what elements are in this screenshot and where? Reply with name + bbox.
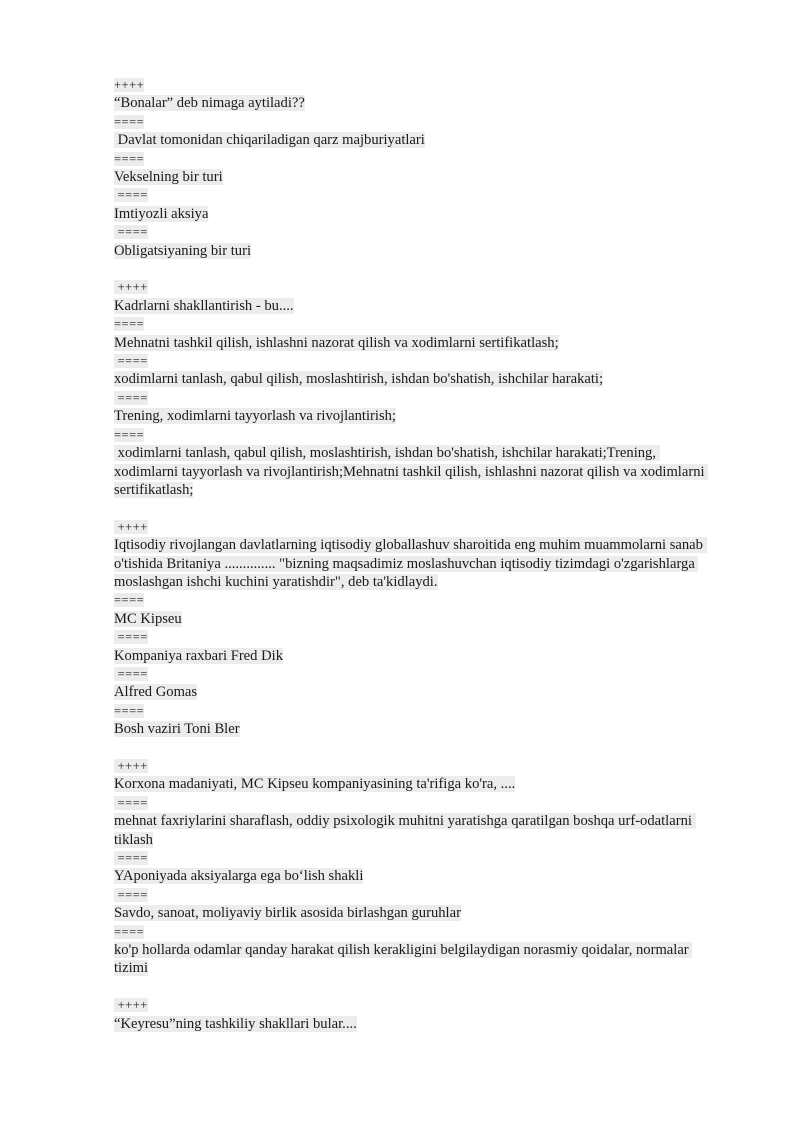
question-marker: ++++ [114, 280, 148, 295]
question-text: “Keyresu”ning tashkiliy shakllari bular.... [114, 1015, 357, 1032]
question-marker: ++++ [114, 519, 148, 534]
option-separator: ==== [114, 924, 145, 939]
answer-option: xodimlarni tanlash, qabul qilish, moslashtirish, ishdan bo'shatish, ishchilar harakati; [114, 371, 604, 388]
answer-option: Mehnatni tashkil qilish, ishlashni nazorat qilish va xodimlarni sertifikatlash; [114, 334, 559, 351]
option-separator: ==== [114, 851, 148, 866]
question-marker: ++++ [114, 758, 148, 773]
question-block [114, 518, 714, 739]
answer-option: Kompaniya raxbari Fred Dik [114, 647, 283, 664]
question-block [114, 278, 714, 499]
option-separator: ==== [114, 666, 148, 681]
question-text: Korxona madaniyati, MC Kipseu kompaniyasining ta'rifiga ko'ra, .... [114, 776, 516, 793]
option-separator: ==== [114, 225, 148, 240]
option-separator: ==== [114, 151, 145, 166]
option-separator: ==== [114, 114, 145, 129]
question-marker: ++++ [114, 998, 148, 1013]
question-block [114, 996, 714, 1033]
question-text: Iqtisodiy rivojlangan davlatlarning iqtisodiy globallashuv sharoitida eng muhim muammolarni sanab o'tishida Britaniya .............. "bizning maqsadimiz moslashuvchan iqtisodiy tizimdagi o'zgarishlarga moslashgan ishchi kuchini yaratishdir", deb ta'kidlaydi. [114, 537, 707, 590]
option-separator: ==== [114, 887, 148, 902]
option-separator: ==== [114, 703, 145, 718]
question-text: “Bonalar” deb nimaga aytiladi?? [114, 95, 305, 112]
answer-option: Alfred Gomas [114, 684, 198, 701]
question-text: Kadrlarni shakllantirish - bu.... [114, 297, 294, 314]
answer-option: mehnat faxriylarini sharaflash, oddiy psixologik muhitni yaratishga qaratilgan boshqa urf-odatlarni tiklash [114, 813, 696, 848]
answer-option: YAponiyada aksiyalarga ega bo‘lish shakli [114, 868, 364, 885]
answer-option: Bosh vaziri Toni Bler [114, 721, 240, 738]
option-separator: ==== [114, 317, 145, 332]
option-separator: ==== [114, 593, 145, 608]
answer-option: Imtiyozli aksiya [114, 205, 209, 222]
answer-option: xodimlarni tanlash, qabul qilish, moslashtirish, ishdan bo'shatish, ishchilar harakati;Trening, xodimlarni tayyorlash va rivojlantirish;Mehnatni tashkil qilish, ishlashni nazorat qilish va xodimlarni sertifikatlash; [114, 445, 709, 498]
option-separator: ==== [114, 188, 148, 203]
question-marker: ++++ [114, 78, 145, 92]
question-block [114, 76, 714, 260]
answer-option: ko'p hollarda odamlar qanday harakat qilish kerakligini belgilaydigan norasmiy qoidalar, normalar tizimi [114, 942, 693, 977]
option-separator: ==== [114, 427, 145, 442]
answer-option: Davlat tomonidan chiqariladigan qarz majburiyatlari [114, 132, 425, 149]
answer-option: Savdo, sanoat, moliyaviy birlik asosida birlashgan guruhlar [114, 905, 461, 922]
question-block [114, 757, 714, 978]
answer-option: Obligatsiyaning bir turi [114, 242, 252, 259]
answer-option: Trening, xodimlarni tayyorlash va rivojlantirish; [114, 408, 396, 425]
option-separator: ==== [114, 354, 148, 369]
option-separator: ==== [114, 390, 148, 405]
option-separator: ==== [114, 795, 148, 810]
option-separator: ==== [114, 630, 148, 645]
answer-option: MC Kipseu [114, 610, 182, 627]
test-questions [114, 76, 714, 1033]
answer-option: Vekselning bir turi [114, 169, 223, 186]
